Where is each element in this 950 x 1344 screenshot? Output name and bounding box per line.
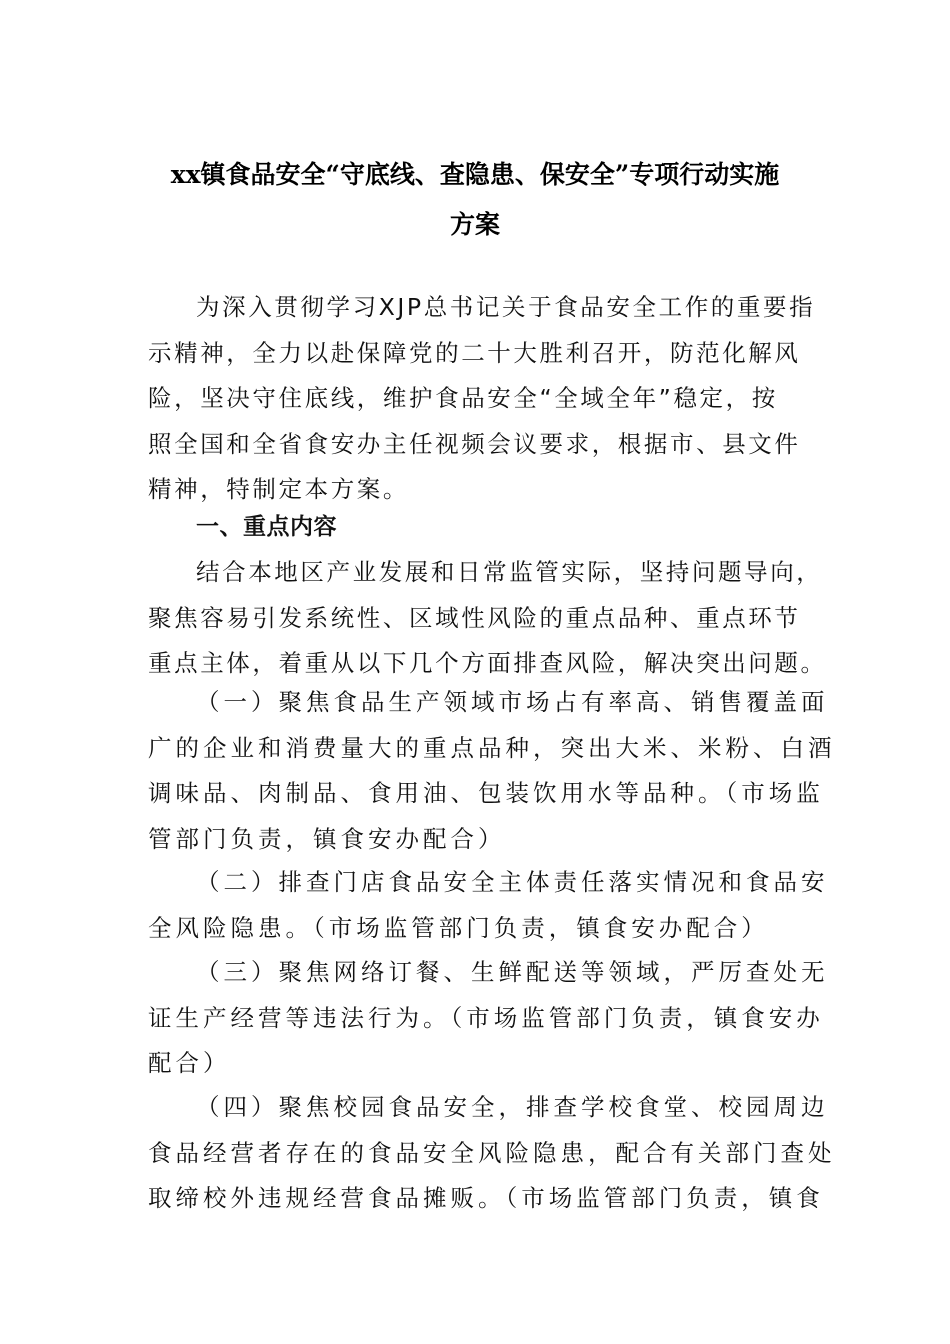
paragraph-line: 配合） xyxy=(148,1049,231,1077)
section-1-intro xyxy=(148,550,827,687)
paragraph-line: 管部门负责，镇食安办配合） xyxy=(148,824,506,853)
paragraph-line: （二）排查门店食品安全主体责任落实情况和食品安 xyxy=(196,868,829,896)
paragraph-line: （一）聚焦食品生产领域市场占有率高、销售覆盖面 xyxy=(196,688,829,716)
paragraph-line: 证生产经营等违法行为。（市场监管部门负责，镇食安办 xyxy=(148,1003,824,1032)
paragraph-line: 取缔校外违规经营食品摊贩。（市场监管部门负责，镇食 xyxy=(148,1184,824,1212)
item-3-paragraph xyxy=(148,950,829,1087)
paragraph-line: 为深入贯彻学习XJP总书记关于食品安全工作的重要指 xyxy=(196,293,816,321)
intro-paragraph xyxy=(148,285,816,513)
paragraph-line: 示精神，全力以赴保障党的二十大胜利召开，防范化解风 xyxy=(148,338,801,367)
paragraph-line: 广的企业和消费量大的重点品种，突出大米、米粉、白酒 xyxy=(148,733,836,762)
document-title-line-2: 方案 xyxy=(449,210,500,239)
section-1-heading: 一、重点内容 xyxy=(196,514,337,540)
paragraph-line: 照全国和全省食安办主任视频会议要求，根据市、县文件 xyxy=(148,429,801,458)
paragraph-line: 调味品、肉制品、食用油、包装饮用水等品种。（市场监 xyxy=(148,779,824,807)
section-heading xyxy=(148,505,808,551)
item-4-paragraph xyxy=(148,1085,836,1222)
paragraph-line: 食品经营者存在的食品安全风险隐患，配合有关部门查处 xyxy=(148,1138,836,1167)
paragraph-line: 聚焦容易引发系统性、区域性风险的重点品种、重点环节 xyxy=(148,603,801,632)
paragraph-line: 险，坚决守住底线，维护食品安全“全域全年”稳定，按 xyxy=(148,384,778,412)
paragraph-line: 重点主体，着重从以下几个方面排查风险，解决突出问题。 xyxy=(148,649,827,677)
paragraph-line: 结合本地区产业发展和日常监管实际，坚持问题导向， xyxy=(196,558,823,586)
paragraph-line: 精神，特制定本方案。 xyxy=(148,475,409,503)
item-2-paragraph xyxy=(148,860,829,951)
paragraph-line: 全风险隐患。（市场监管部门负责，镇食安办配合） xyxy=(148,913,769,942)
paragraph-line: （四）聚焦校园食品安全，排查学校食堂、校园周边 xyxy=(196,1093,829,1121)
paragraph-line: （三）聚焦网络订餐、生鲜配送等领域，严厉查处无 xyxy=(196,958,829,986)
document-title-line-1: xx镇食品安全“守底线、查隐患、保安全”专项行动实施 xyxy=(170,160,780,189)
item-1-paragraph xyxy=(148,680,836,862)
